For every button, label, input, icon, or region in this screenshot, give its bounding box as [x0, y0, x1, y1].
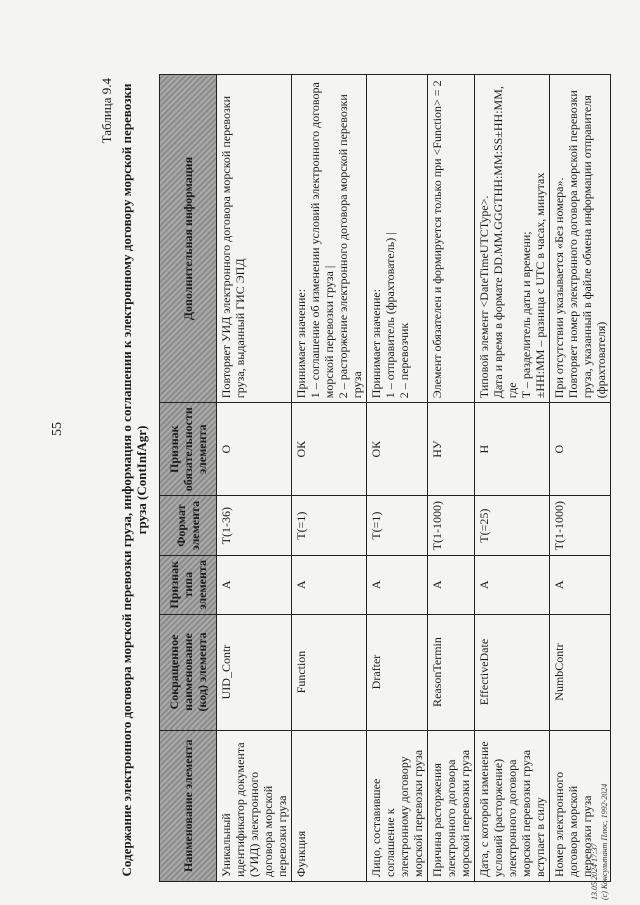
info-line: ±HH:MM – разница с UTC в часах, минутах: [533, 172, 547, 399]
table-row: [475, 75, 550, 882]
elements-table: [159, 74, 611, 882]
cell-info: [367, 75, 428, 403]
info-line: 1 – соглашение об изменении условий электронного договора морской перевозки груза |: [308, 82, 336, 399]
table-header-row: [160, 75, 217, 882]
document-title: Содержание электронного договора морской перевозки груза, информация о соглашении к электронному договору морской перевозки груза (ContInfAgr): [119, 83, 149, 877]
cell-code: UID_Contr: [217, 614, 292, 730]
stamp-source: (c) Консультант Плюс, 1992-2024: [600, 783, 609, 900]
cell-type: А: [475, 556, 550, 614]
table-row: [292, 75, 367, 882]
header-name: Наименование элемента: [160, 730, 217, 881]
info-line: Типовой элемент <DateTimeUTCType>.: [477, 195, 491, 399]
info-line: T – разделитель даты и времени;: [519, 231, 533, 399]
info-line: Элемент обязателен и формируется только при <Function> = 2: [430, 80, 444, 399]
cell-name: Дата, с которой изменение условий (расторжение) электронного договора морской перевозки груза вступает в силу: [475, 730, 550, 881]
table-row: [367, 75, 428, 882]
cell-required: О: [217, 403, 292, 496]
cell-type: А: [292, 556, 367, 614]
info-line: Принимает значение:: [294, 288, 308, 399]
info-line: Повторяет УИД электронного договора морской перевозки груза, выданный ГИС ЭПД: [219, 96, 247, 399]
page-number: 55: [50, 422, 65, 436]
cell-format: T(1-1000): [550, 496, 611, 556]
table-number: Таблица 9.4: [99, 78, 114, 144]
cell-code: ReasonTermin: [428, 614, 475, 730]
cell-info: [292, 75, 367, 403]
rotated-page: [95, 70, 615, 890]
cell-name: Лицо, составившее соглашение к электронному договору морской перевозки груза: [367, 730, 428, 881]
info-line: 2 – перевозчик: [397, 322, 411, 399]
cell-type: А: [550, 556, 611, 614]
cell-type: А: [367, 556, 428, 614]
table-row: [550, 75, 611, 882]
cell-info: [475, 75, 550, 403]
header-format: Формат элемента: [160, 496, 217, 556]
info-line: 1 – отправитель (фрахтователь) |: [383, 232, 397, 399]
cell-type: А: [217, 556, 292, 614]
header-info: Дополнительная информация: [160, 75, 217, 403]
table-row: [217, 75, 292, 882]
cell-info: [428, 75, 475, 403]
info-line: Принимает значение:: [369, 288, 383, 399]
cell-format: T(1-1000): [428, 496, 475, 556]
cell-code: Drafter: [367, 614, 428, 730]
table-row: [428, 75, 475, 882]
cell-format: T(=1): [292, 496, 367, 556]
cell-name: Номер электронного договора морской перевозки груза: [550, 730, 611, 881]
cell-name: Функция: [292, 730, 367, 881]
cell-format: T(=25): [475, 496, 550, 556]
cell-name: Уникальный идентификатор документа (УИД) электронного договора морской перевозки груза: [217, 730, 292, 881]
cell-name: Причина расторжения электронного договора морской перевозки груза: [428, 730, 475, 881]
cell-format: T(1-36): [217, 496, 292, 556]
stamp-date: 13.05.2024 17:37: [590, 843, 599, 900]
cell-required: НУ: [428, 403, 475, 496]
header-code: Сокращенное наименование (код) элемента: [160, 614, 217, 730]
cell-code: Function: [292, 614, 367, 730]
info-line: При отсутствии указывается «Без номера».: [552, 177, 566, 399]
cell-info: [217, 75, 292, 403]
cell-required: ОК: [367, 403, 428, 496]
cell-required: О: [550, 403, 611, 496]
info-line: Дата и время в формате DD.MM.GGGTHH:MM:SS±HH:MM, где: [491, 86, 519, 399]
cell-type: А: [428, 556, 475, 614]
cell-required: ОК: [292, 403, 367, 496]
cell-code: EffectiveDate: [475, 614, 550, 730]
cell-format: T(=1): [367, 496, 428, 556]
cell-code: NumbContr: [550, 614, 611, 730]
header-type: Признак типа элемента: [160, 556, 217, 614]
info-line: 2 – расторжение электронного договора морской перевозки груза: [336, 94, 364, 399]
header-required: Признак обязательности элемента: [160, 403, 217, 496]
cell-info: [550, 75, 611, 403]
info-line: Повторяет номер электронного договора морской перевозки груза, указанный в файле обмена информации отправителя (фрахтователя): [566, 90, 608, 399]
consultant-stamp: [590, 784, 610, 900]
cell-required: Н: [475, 403, 550, 496]
